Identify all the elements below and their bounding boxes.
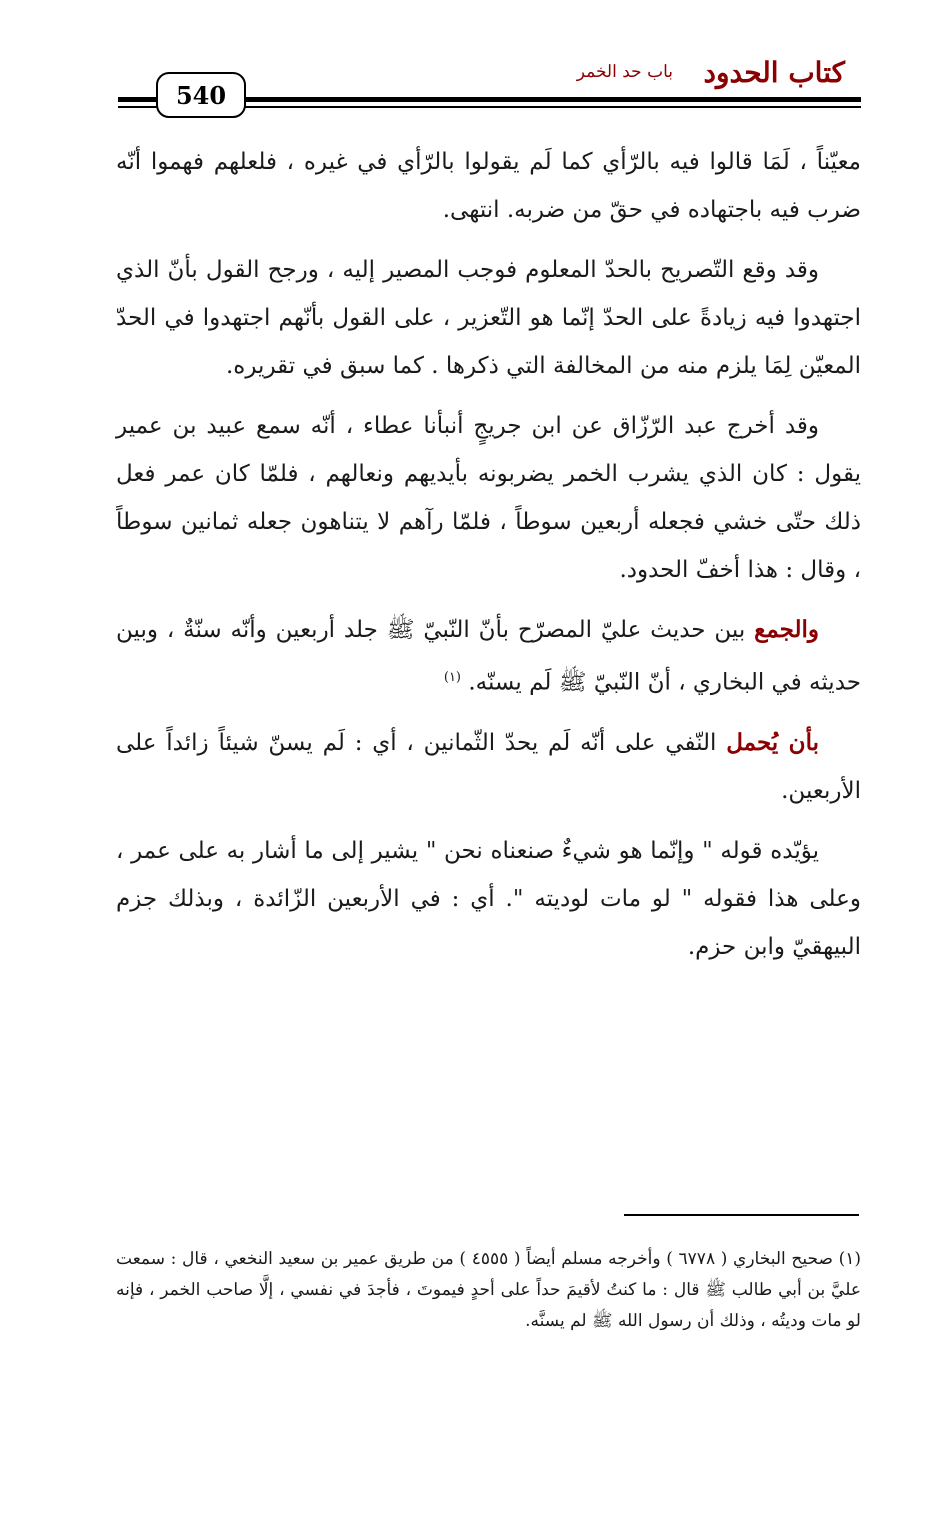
chapter-title: باب حد الخمر: [576, 62, 673, 82]
paragraph-text: وقد وقع التّصريح بالحدّ المعلوم فوجب المصير إليه ، ورجح القول بأنّ الذي اجتهدوا فيه زيادةً على الحدّ إنّما هو التّعزير ، على القول بأنّهم اجتهدوا في الحدّ المعيّن لِمَا يلزم منه من المخالفة التي ذكرها . كما سبق في تقريره.: [116, 257, 861, 379]
paragraph-text: يؤيّده قوله " وإنّما هو شيءٌ صنعناه نحن " يشير إلى ما أشار به على عمر ، وعلى هذا فقوله " لو مات لوديته ". أي : في الأربعين الزّائدة ، وبذلك جزم البيهقيّ وابن حزم.: [116, 837, 861, 960]
highlight-term: بأن يُحمل: [726, 728, 819, 756]
running-header: [704, 56, 846, 89]
paragraph-4: [116, 606, 861, 707]
footnote-text: (١) صحيح البخاري ( ٦٧٧٨ ) وأخرجه مسلم أيضاً ( ٤٥٥٥ ) من طريق عمير بن سعيد النخعي ، قال : سمعت عليَّ بن أبي طالب ﷺ قال : ما كنتُ لأقيمَ حداً على أحدٍ فيموتَ ، فأجدَ في نفسي ، إلَّا صاحب الخمر ، فإنه لو مات وديتُه ، وذلك أن رسول الله ﷺ لم يسنَّه.: [116, 1249, 862, 1331]
main-text: [116, 138, 861, 983]
footnote-reference[interactable]: (١): [443, 670, 461, 685]
paragraph-1: [116, 138, 861, 234]
page-number: 540: [156, 72, 246, 118]
paragraph-text: وقد أخرج عبد الرّزّاق عن ابن جريجٍ أنبأنا عطاء ، أنّه سمع عبيد بن عمير يقول : كان الذي يشرب الخمر يضربونه بأيديهم ونعالهم ، فلمّا كان عمر فعل ذلك حتّى خشي فجعله أربعين سوطاً ، فلمّا رآهم لا يتناهون جعله ثمانين سوطاً ، وقال : هذا أخفّ الحدود.: [116, 413, 861, 583]
paragraph-6: [116, 827, 861, 971]
paragraph-3: [116, 402, 861, 594]
paragraph-text: معيّناً ، لَمَا قالوا فيه بالرّأي كما لَم يقولوا بالرّأي في غيره ، فلعلهم فهموا أنّه ضرب فيه باجتهاده في حقّ من ضربه. انتهى.: [116, 149, 861, 223]
paragraph-text: النّفي على أنّه لَم يحدّ الثّمانين ، أي : لَم يسنّ شيئاً زائداً على الأربعين.: [116, 729, 861, 804]
book-title: كتاب الحدود: [703, 56, 845, 89]
paragraph-2: [116, 246, 861, 390]
paragraph-text: بين حديث عليّ المصرّح بأنّ النّبيّ ﷺ جلد أربعين وأنّه سنّةٌ ، وبين حديثه في البخاري ، أنّ النّبيّ ﷺ لَم يسنّه.: [116, 617, 861, 696]
paragraph-5: [116, 719, 861, 815]
highlight-term: والجمع: [754, 616, 819, 643]
footnote: [116, 1244, 861, 1337]
footnote-separator: [624, 1214, 859, 1216]
